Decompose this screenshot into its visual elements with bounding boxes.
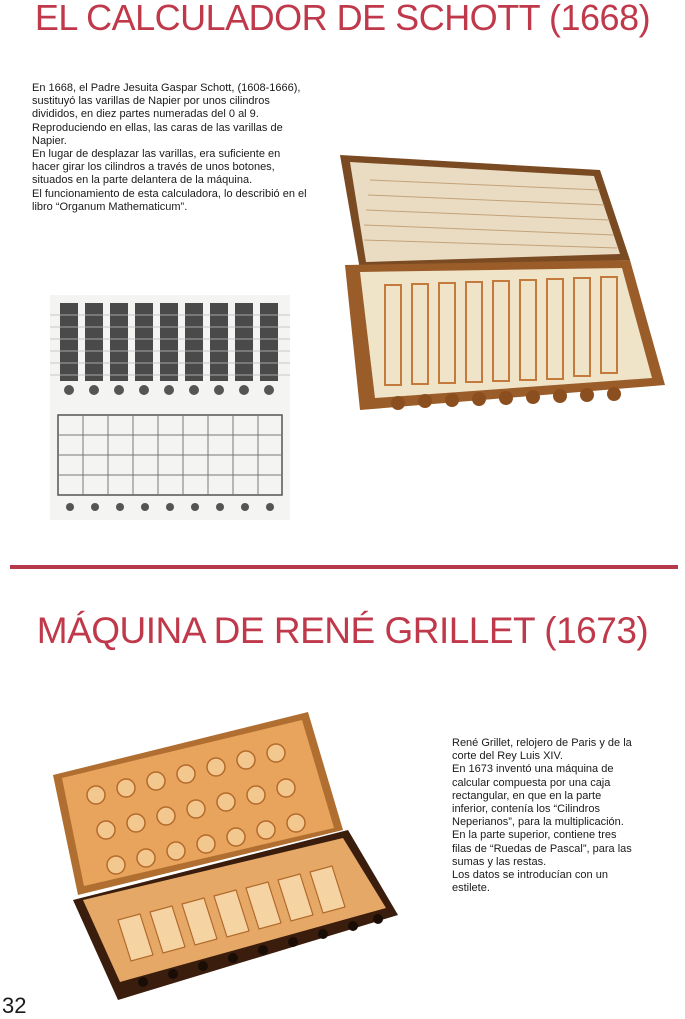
grillet-description xyxy=(452,737,632,895)
schott-engraving-image xyxy=(50,295,290,520)
grillet-paragraph: En 1673 inventó una máquina de calcular compuesta por una caja rectangular, en que en la parte inferior, contenía los “Cilindros Neperianos”, para la multiplicación. En la parte superior, contiene tres filas de “Ruedas de Pascal”, para las sumas y las restas. xyxy=(452,763,632,868)
section-divider xyxy=(10,565,678,569)
grillet-paragraph: Los datos se introducían con un estilete. xyxy=(452,869,608,895)
section-title-grillet: MÁQUINA DE RENÉ GRILLET (1673) xyxy=(36,610,649,651)
schott-photo-image xyxy=(330,150,670,430)
schott-paragraph: El funcionamiento de esta calculadora, lo describió en el libro “Organum Mathematicum”. xyxy=(32,187,307,213)
schott-paragraph: En 1668, el Padre Jesuita Gaspar Schott, (1608-1666), sustituyó las varillas de Napier por unos cilindros divididos, en diez partes numeradas del 0 al 9. Reproduciendo en ellas, las caras de las varillas de Napier. xyxy=(32,82,301,147)
grillet-paragraph: René Grillet, relojero de Paris y de la corte del Rey Luis XIV. xyxy=(452,737,632,763)
page-number: 32 xyxy=(2,993,27,1018)
schott-description xyxy=(32,82,310,214)
schott-paragraph: En lugar de desplazar las varillas, era suficiente en hacer girar los cilindros a través de unos botones, situados en la parte delantera de la máquina. xyxy=(32,148,281,187)
grillet-photo-image xyxy=(48,710,403,1005)
section-title-schott: EL CALCULADOR DE SCHOTT (1668) xyxy=(34,0,651,38)
